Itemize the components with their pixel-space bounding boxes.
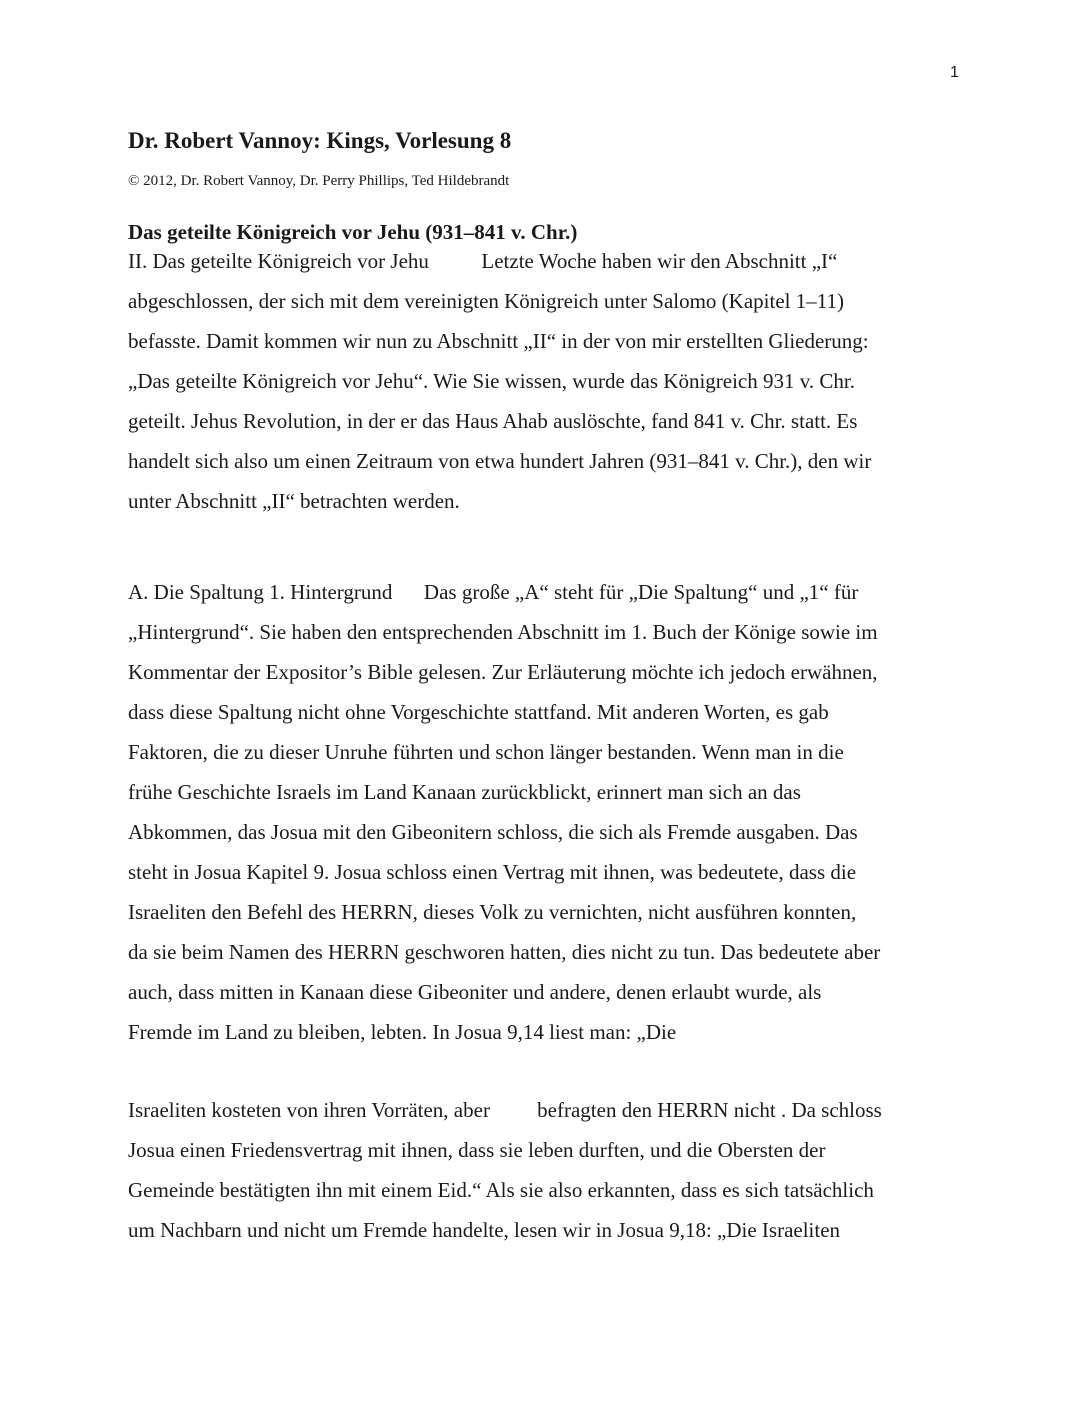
text-line: unter Abschnitt „II“ betrachten werden.	[128, 489, 460, 513]
text-line: handelt sich also um einen Zeitraum von etwa hundert Jahren (931–841 v. Chr.), den wir	[128, 449, 872, 473]
text-line: „Das geteilte Königreich vor Jehu“. Wie Sie wissen, wurde das Königreich 931 v. Chr.	[128, 369, 855, 393]
document-title: Dr. Robert Vannoy: Kings, Vorlesung 8	[128, 128, 512, 153]
text-line: Kommentar der Expositor’s Bible gelesen. Zur Erläuterung möchte ich jedoch erwähnen,	[128, 660, 878, 684]
text-line: A. Die Spaltung 1. Hintergrund Das große „A“ steht für „Die Spaltung“ und „1“ für	[128, 580, 859, 604]
text-line: geteilt. Jehus Revolution, in der er das Haus Ahab auslöschte, fand 841 v. Chr. statt. Es	[128, 409, 858, 433]
paragraph-2	[128, 572, 968, 1052]
text-line: auch, dass mitten in Kanaan diese Gibeoniter und andere, denen erlaubt wurde, als	[128, 980, 822, 1004]
text-line: steht in Josua Kapitel 9. Josua schloss einen Vertrag mit ihnen, was bedeutete, dass die	[128, 860, 857, 884]
text-line: da sie beim Namen des HERRN geschworen hatten, dies nicht zu tun. Das bedeutete aber	[128, 940, 881, 964]
paragraph-1	[128, 241, 968, 521]
paragraph-3	[128, 1090, 968, 1250]
text-line: dass diese Spaltung nicht ohne Vorgeschichte stattfand. Mit anderen Worten, es gab	[128, 700, 829, 724]
page-number: 1	[950, 64, 959, 81]
text-line: Israeliten den Befehl des HERRN, dieses Volk zu vernichten, nicht ausführen konnten,	[128, 900, 857, 924]
text-line: Josua einen Friedensvertrag mit ihnen, dass sie leben durften, und die Obersten der	[128, 1138, 826, 1162]
text-line: „Hintergrund“. Sie haben den entsprechenden Abschnitt im 1. Buch der Könige sowie im	[128, 620, 878, 644]
text-line: um Nachbarn und nicht um Fremde handelte, lesen wir in Josua 9,18: „Die Israeliten	[128, 1218, 841, 1242]
text-line: Abkommen, das Josua mit den Gibeonitern schloss, die sich als Fremde ausgaben. Das	[128, 820, 858, 844]
text-line: frühe Geschichte Israels im Land Kanaan zurückblickt, erinnert man sich an das	[128, 780, 801, 804]
text-line: Israeliten kosteten von ihren Vorräten, aber befragten den HERRN nicht . Da schloss	[128, 1098, 882, 1122]
text-line: befasste. Damit kommen wir nun zu Abschnitt „II“ in der von mir erstellten Gliederung:	[128, 329, 869, 353]
text-line: Faktoren, die zu dieser Unruhe führten und schon länger bestanden. Wenn man in die	[128, 740, 844, 764]
text-line: Fremde im Land zu bleiben, lebten. In Josua 9,14 liest man: „Die	[128, 1020, 677, 1044]
copyright-line: © 2012, Dr. Robert Vannoy, Dr. Perry Phillips, Ted Hildebrandt	[128, 173, 510, 189]
text-line: abgeschlossen, der sich mit dem vereinigten Königreich unter Salomo (Kapitel 1–11)	[128, 289, 844, 313]
section-heading: Das geteilte Königreich vor Jehu (931–841 v. Chr.)	[128, 220, 578, 244]
text-line: Gemeinde bestätigten ihn mit einem Eid.“ Als sie also erkannten, dass es sich tatsächlich	[128, 1178, 874, 1202]
text-line: II. Das geteilte Königreich vor Jehu Letzte Woche haben wir den Abschnitt „I“	[128, 249, 838, 273]
